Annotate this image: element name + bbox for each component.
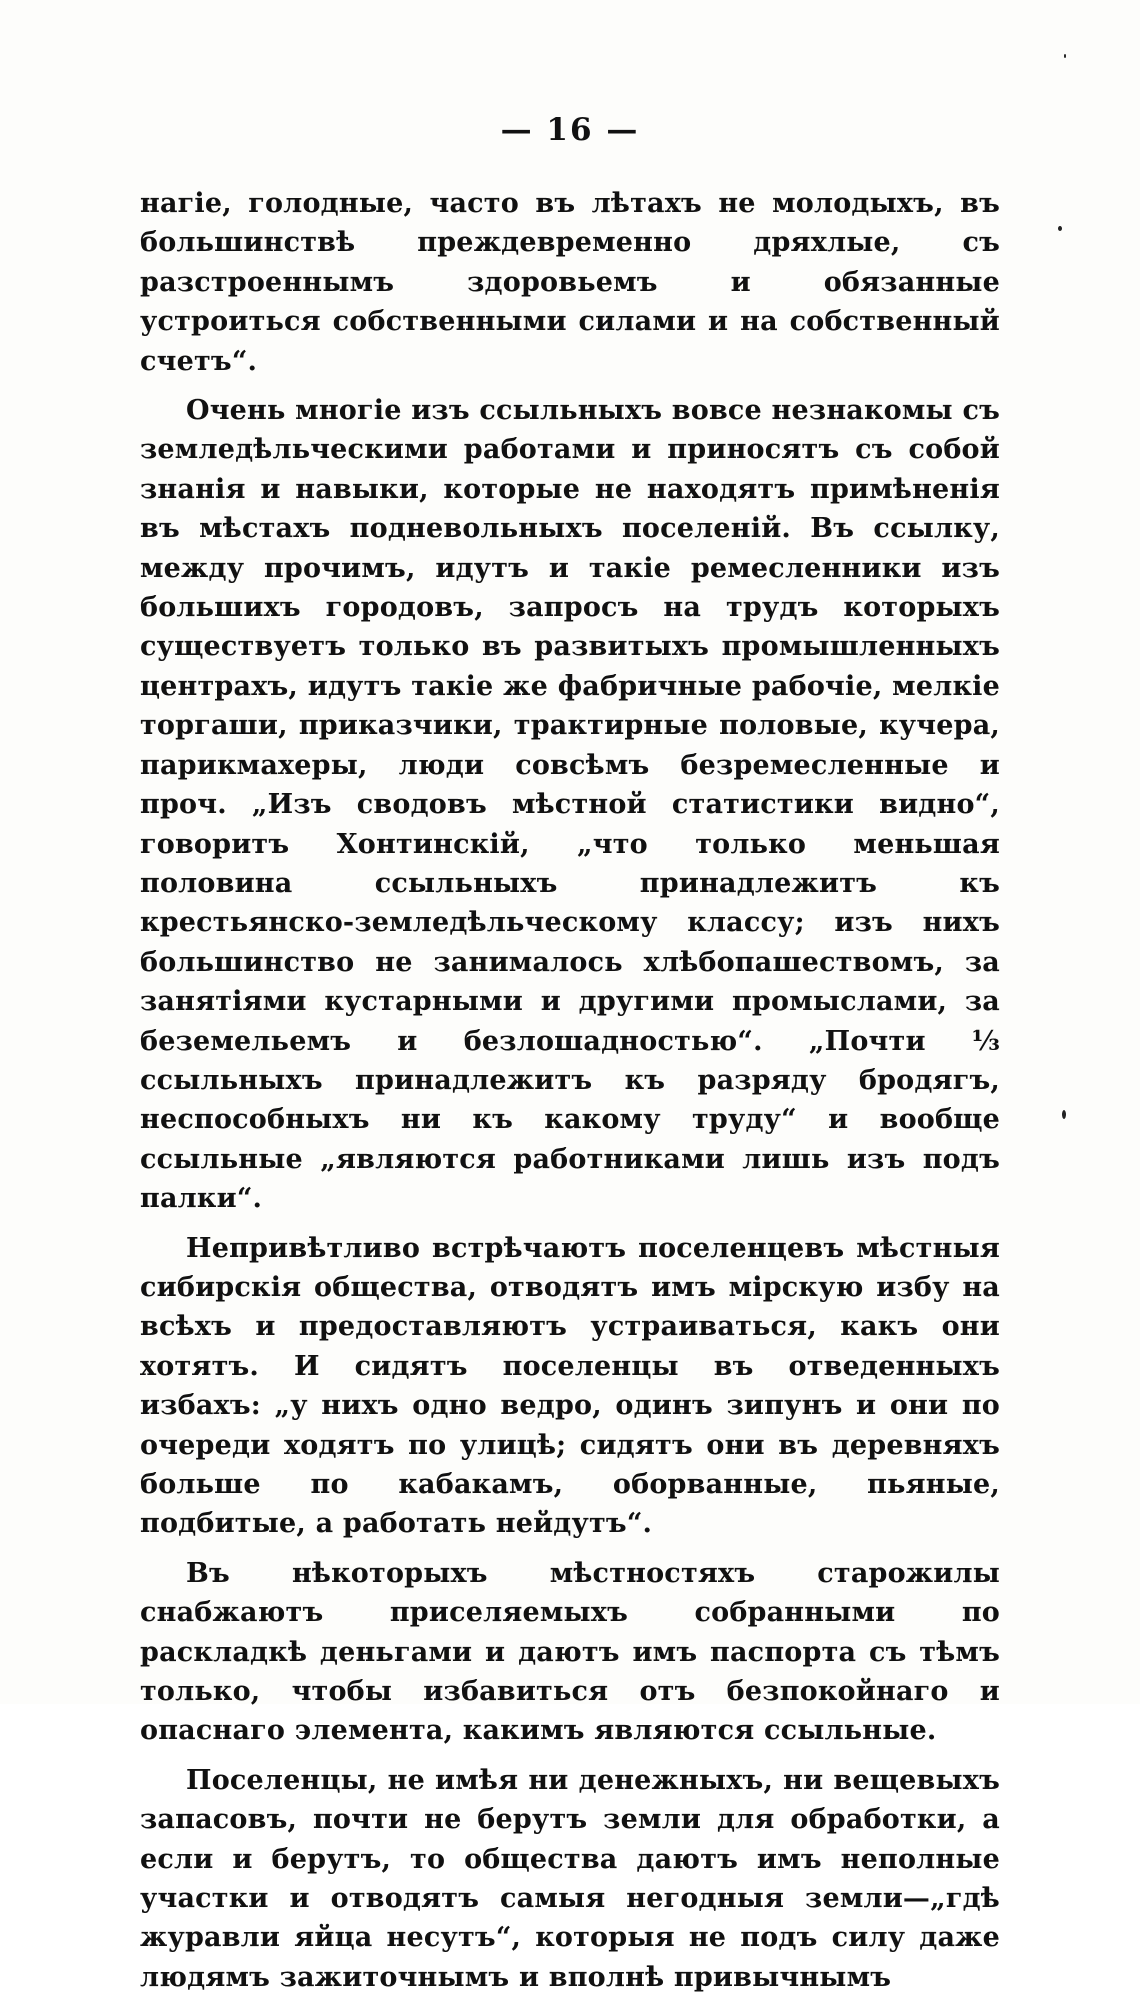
paragraph-settlers-land: Поселенцы, не имѣя ни денежныхъ, ни вещевыхъ запасовъ, почти не берутъ земли для обработки, а если и берутъ, то общества даютъ имъ неполные участки и отводятъ самыя негодныя земли—„гдѣ журавли яйца несутъ“, которыя не подъ силу даже людямъ зажиточнымъ и вполнѣ привычнымъ xyxy=(140,1764,1000,1993)
page-number: — 16 — xyxy=(500,112,640,148)
page-body xyxy=(140,184,1000,2007)
scan-speck xyxy=(1064,54,1066,58)
paragraph-old-settlers: Въ нѣкоторыхъ мѣстностяхъ старожилы снабжаютъ приселяемыхъ собранными по раскладкѣ деньгами и даютъ имъ паспорта съ тѣмъ только, чтобы избавиться отъ безпокойнаго и опаснаго элемента, какимъ являются ссыльные. xyxy=(140,1557,1000,1747)
scan-speck xyxy=(1062,1110,1066,1119)
paragraph-siberian-societies: Непривѣтливо встрѣчаютъ поселенцевъ мѣстныя сибирскія общества, отводятъ имъ мірскую избу на всѣхъ и предоставляютъ устраиваться, какъ они хотятъ. И сидятъ поселенцы въ отведенныхъ избахъ: „у нихъ одно ведро, одинъ зипунъ и они по очереди ходятъ по улицѣ; сидятъ они въ деревняхъ больше по кабакамъ, оборванные, пьяные, подбитые, а работать нейдутъ“. xyxy=(140,1232,1000,1540)
scan-speck xyxy=(1058,226,1062,231)
paragraph-continuation: нагіе, голодные, часто въ лѣтахъ не молодыхъ, въ большинствѣ преждевременно дряхлые, съ разстроеннымъ здоровьемъ и обязанные устроиться собственными силами и на собственный счетъ“. xyxy=(140,188,1000,377)
paragraph-exiles-skills: Очень многіе изъ ссыльныхъ вовсе незнакомы съ земледѣльческими работами и приносятъ съ собой знанія и навыки, которые не находятъ примѣненія въ мѣстахъ подневольныхъ поселеній. Въ ссылку, между прочимъ, идутъ и такіе ремесленники изъ большихъ городовъ, запросъ на трудъ которыхъ существуетъ только въ развитыхъ промышленныхъ центрахъ, идутъ такіе же фабричные рабочіе, мелкіе торгаши, приказчики, трактирные половые, кучера, парикмахеры, люди совсѣмъ безремесленные и проч. „Изъ сводовъ мѣстной статистики видно“, говоритъ Хонтинскій, „что только меньшая половина ссыльныхъ принадлежитъ къ крестьянско-земледѣльческому классу; изъ нихъ большинство не занималось хлѣбопашествомъ, за занятіями кустарными и другими промыслами, за беземельемъ и безлошадностью“. „Почти ⅓ ссыльныхъ принадлежитъ къ разряду бродягъ, неспособныхъ ни къ какому труду“ и вообще ссыльные „являются работниками лишь изъ подъ палки“. xyxy=(140,395,1000,1215)
